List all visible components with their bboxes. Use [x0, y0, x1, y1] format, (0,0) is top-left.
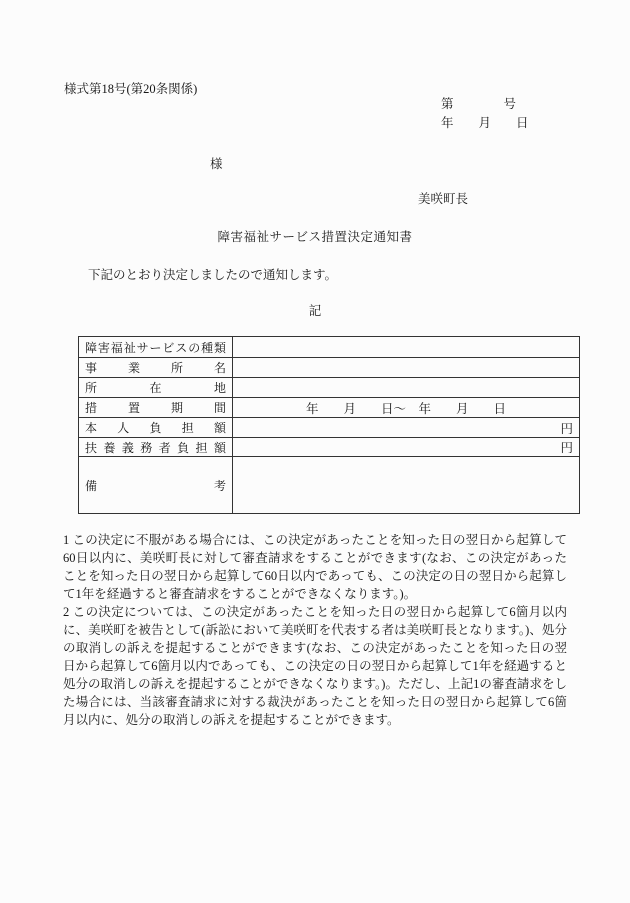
addressee-suffix: 様: [210, 157, 223, 171]
sender-title: 美咲町長: [418, 192, 469, 206]
legal-notes: [63, 531, 567, 729]
row-value-office-name: [233, 358, 580, 378]
table-row-location: [79, 378, 580, 398]
row-value-personal-charge: 円: [233, 418, 580, 438]
row-label-dependent-charge: 扶養義務者負担額: [79, 438, 233, 457]
row-label-remarks: 備考: [79, 457, 233, 514]
document-title: 障害福祉サービス措置決定通知書: [217, 230, 413, 244]
table-row-office-name: [79, 358, 580, 378]
row-label-office-name: 事業所名: [79, 358, 233, 378]
note-appeal-request: 1 この決定に不服がある場合には、この決定があったことを知った日の翌日から起算して60日以内に、美咲町長に対して審査請求をすることができます(なお、この決定があったことを知った日の翌日から起算して60日以内であっても、この決定の日の翌日から起算して1年を経過すると審査請求をすることができなくなります。)。: [63, 533, 567, 601]
table-row-remarks: [79, 457, 580, 514]
doc-date-line: 年 月 日: [441, 116, 529, 130]
row-label-service-type: 障害福祉サービスの種類: [79, 337, 233, 358]
table-row-personal-charge: [79, 418, 580, 438]
row-value-location: [233, 378, 580, 398]
table-row-service-type: [79, 337, 580, 358]
form-number: 様式第18号(第20条関係): [64, 82, 198, 96]
intro-sentence: 下記のとおり決定しましたので通知します。: [88, 268, 338, 282]
table-row-measure-period: [79, 398, 580, 418]
row-label-location: 所在地: [79, 378, 233, 398]
decision-table: [78, 336, 580, 514]
row-label-personal-charge: 本人負担額: [79, 418, 233, 438]
doc-number-block: [441, 95, 529, 133]
row-value-service-type: [233, 337, 580, 358]
row-label-measure-period: 措置期間: [79, 398, 233, 418]
table-row-dependent-charge: [79, 438, 580, 457]
row-value-remarks: [233, 457, 580, 514]
ki-mark: 記: [308, 304, 322, 318]
doc-number-line: 第 号: [441, 97, 517, 111]
row-value-measure-period: 年 月 日～ 年 月 日: [233, 398, 580, 418]
note-lawsuit: 2 この決定については、この決定があったことを知った日の翌日から起算して6箇月以内に、美咲町を被告として(訴訟において美咲町を代表する者は美咲町長となります。)、処分の取消しの訴えを提起することができます(なお、この決定があったことを知った日の翌日から起算して6箇月以内であっても、この決定の日の翌日から起算して1年を経過すると処分の取消しの訴えを提起することができなくなります。)。ただし、上記1の審査請求をした場合には、当該審査請求に対する裁決があったことを知った日の翌日から起算して6箇月以内に、処分の取消しの訴えを提起することができます。: [63, 605, 567, 727]
row-value-dependent-charge: 円: [233, 438, 580, 457]
